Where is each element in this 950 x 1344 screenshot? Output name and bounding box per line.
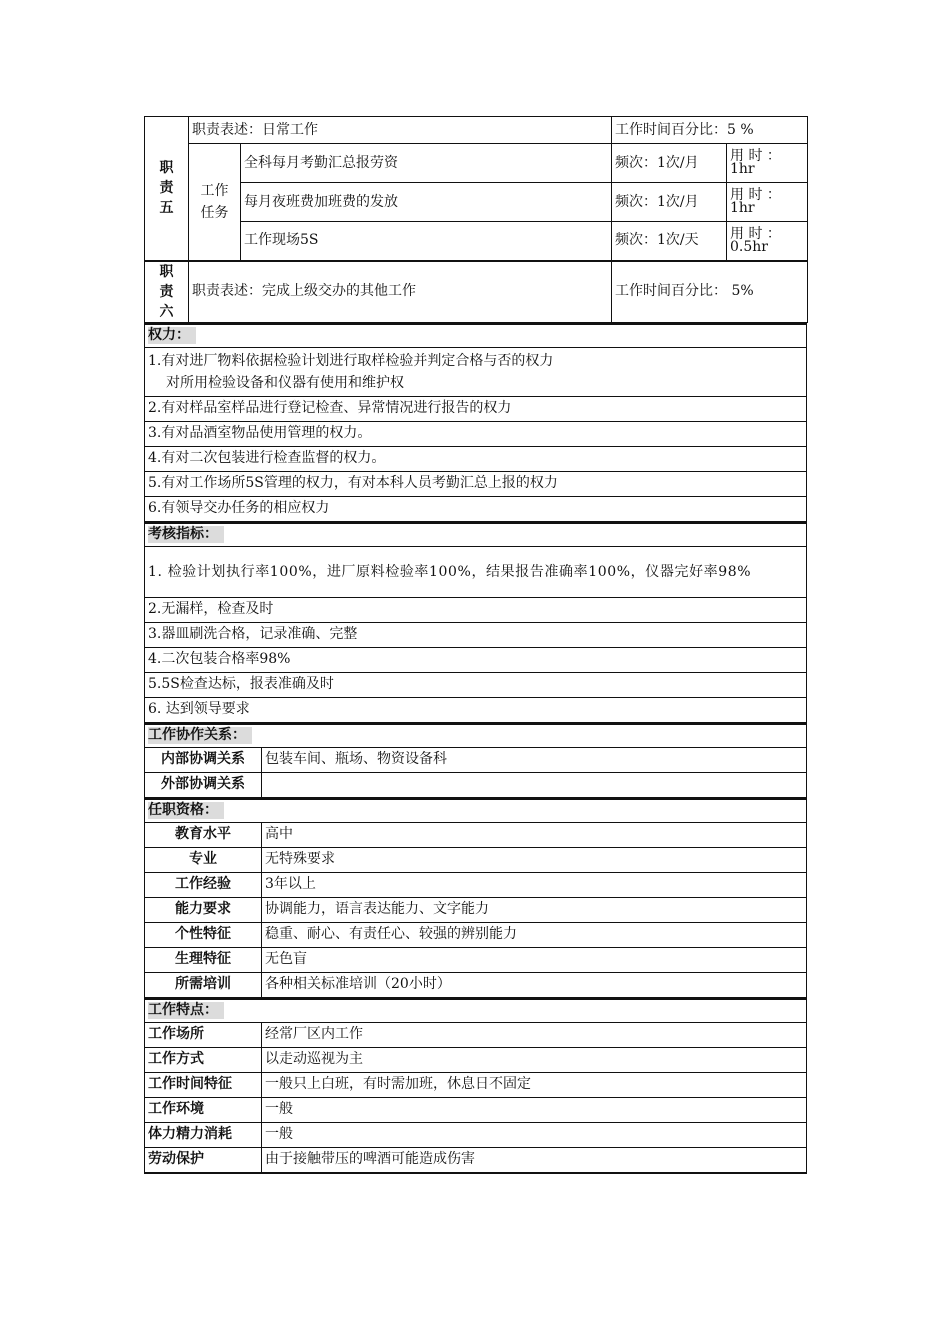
task-frequency: 频次：1次/月 [612, 183, 727, 222]
qualification-value: 3年以上 [262, 872, 807, 897]
duty5-label: 职责五 [145, 117, 189, 261]
task-duration-value: 0.5hr [730, 238, 768, 255]
task-duration [727, 144, 808, 183]
job-description-document [144, 116, 807, 1174]
qualification-value: 无色盲 [262, 947, 807, 972]
task-duration-label: 用 时 ： [730, 187, 781, 203]
cooperation-value [262, 772, 807, 797]
features-label: 劳动保护 [145, 1147, 262, 1173]
kpi-item: 5.5S检查达标，报表准确及时 [145, 672, 807, 697]
duty5-task-label: 工作任务 [189, 144, 241, 261]
features-label: 工作环境 [145, 1097, 262, 1122]
kpi-item: 1. 检验计划执行率100%，进厂原料检验率100%，结果报告准确率100%，仪器完好率98% [145, 546, 807, 597]
cooperation-section [144, 723, 807, 798]
qualification-label: 个性特征 [145, 922, 262, 947]
cooperation-title [145, 724, 807, 748]
authority-item-text: 对所用检验设备和仪器有使用和维护权 [166, 374, 404, 391]
qualification-value: 各种相关标准培训（20小时） [262, 972, 807, 997]
features-value: 以走动巡视为主 [262, 1047, 807, 1072]
features-label: 工作时间特征 [145, 1072, 262, 1097]
features-label: 体力精力消耗 [145, 1122, 262, 1147]
qualification-title-text: 任职资格： [148, 802, 224, 819]
cooperation-title-text: 工作协作关系： [148, 727, 252, 744]
qualification-section [144, 798, 807, 998]
authority-item: 5.有对工作场所5S管理的权力，有对本科人员考勤汇总上报的权力 [145, 471, 807, 496]
qualification-value: 高中 [262, 822, 807, 847]
qualification-value: 稳重、耐心、有责任心、较强的辨别能力 [262, 922, 807, 947]
authority-item: 6.有领导交办任务的相应权力 [145, 496, 807, 521]
qualification-label: 能力要求 [145, 897, 262, 922]
task-duration-label: 用 时 ： [730, 225, 781, 242]
authority-section [144, 323, 807, 522]
task-text: 每月夜班费加班费的发放 [241, 183, 612, 222]
features-title [145, 999, 807, 1023]
features-value: 一般 [262, 1122, 807, 1147]
kpi-item: 2.无漏样，检查及时 [145, 597, 807, 622]
duty6-description: 职责表述：完成上级交办的其他工作 [189, 261, 612, 323]
features-value: 一般只上白班，有时需加班，休息日不固定 [262, 1072, 807, 1097]
authority-item: 2.有对样品室样品进行登记检查、异常情况进行报告的权力 [145, 396, 807, 421]
kpi-item: 4.二次包装合格率98% [145, 647, 807, 672]
qualification-label: 工作经验 [145, 872, 262, 897]
task-duration [727, 222, 808, 261]
qualification-value: 无特殊要求 [262, 847, 807, 872]
qualification-title [145, 799, 807, 823]
authority-title-text: 权力： [148, 327, 196, 344]
qualification-label: 专业 [145, 847, 262, 872]
features-section [144, 998, 807, 1174]
features-title-text: 工作特点： [148, 1002, 224, 1019]
cooperation-value: 包装车间、瓶场、物资设备科 [262, 747, 807, 772]
qualification-label: 所需培训 [145, 972, 262, 997]
authority-title [145, 324, 807, 348]
features-value: 经常厂区内工作 [262, 1022, 807, 1047]
qualification-label: 生理特征 [145, 947, 262, 972]
features-value: 一般 [262, 1097, 807, 1122]
task-duration-label: 用 时 ： [730, 148, 781, 164]
duty5-time-percent: 工作时间百分比：5 % [612, 117, 808, 144]
kpi-item: 6. 达到领导要求 [145, 697, 807, 722]
kpi-title [145, 523, 807, 547]
features-label: 工作场所 [145, 1022, 262, 1047]
authority-item [145, 347, 807, 396]
features-value: 由于接触带压的啤酒可能造成伤害 [262, 1147, 807, 1173]
cooperation-label: 内部协调关系 [145, 747, 262, 772]
task-duration [727, 183, 808, 222]
authority-item-text: 1.有对进厂物料依据检验计划进行取样检验并判定合格与否的权力 [148, 352, 554, 369]
duty5-description: 职责表述：日常工作 [189, 117, 612, 144]
duty6-time-percent: 工作时间百分比： 5% [612, 261, 808, 323]
task-text: 全科每月考勤汇总报劳资 [241, 144, 612, 183]
cooperation-label: 外部协调关系 [145, 772, 262, 797]
task-frequency: 频次：1次/月 [612, 144, 727, 183]
authority-item: 4.有对二次包装进行检查监督的权力。 [145, 446, 807, 471]
kpi-item: 3.器皿刷洗合格，记录准确、完整 [145, 622, 807, 647]
task-duration-value: 1hr [730, 161, 755, 177]
authority-item: 3.有对品酒室物品使用管理的权力。 [145, 421, 807, 446]
task-text: 工作现场5S [241, 222, 612, 261]
duties-table [144, 116, 808, 323]
qualification-value: 协调能力，语言表达能力、文字能力 [262, 897, 807, 922]
qualification-label: 教育水平 [145, 822, 262, 847]
task-frequency: 频次：1次/天 [612, 222, 727, 261]
task-duration-value: 1hr [730, 200, 755, 216]
kpi-title-text: 考核指标： [148, 526, 224, 543]
duty6-label: 职责六 [145, 261, 189, 323]
kpi-section [144, 522, 807, 723]
features-label: 工作方式 [145, 1047, 262, 1072]
